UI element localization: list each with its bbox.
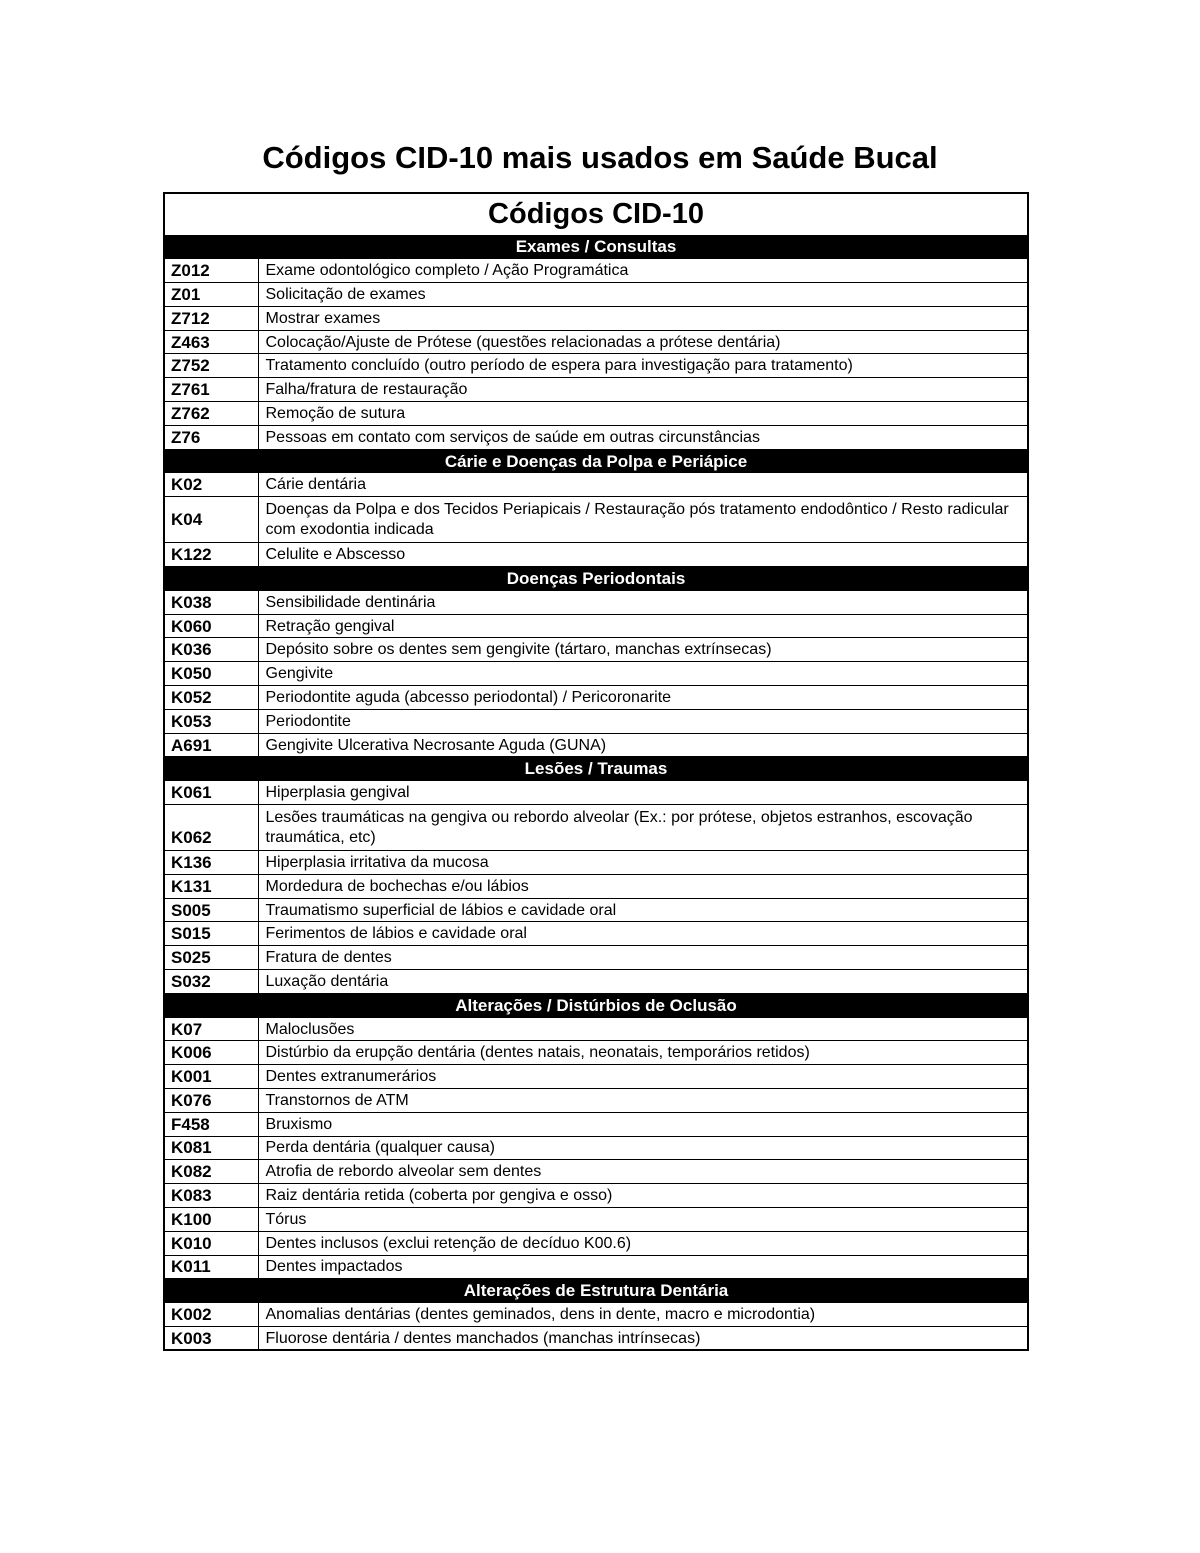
cid-description: Raiz dentária retida (coberta por gengiva e osso)	[258, 1184, 1028, 1208]
cid-description: Gengivite Ulcerativa Necrosante Aguda (GUNA)	[258, 733, 1028, 757]
table-row	[164, 1160, 1028, 1184]
table-row	[164, 1041, 1028, 1065]
cid-description: Depósito sobre os dentes sem gengivite (tártaro, manchas extrínsecas)	[258, 638, 1028, 662]
table-row	[164, 1089, 1028, 1113]
cid-description: Cárie dentária	[258, 473, 1028, 497]
table-row	[164, 590, 1028, 614]
cid-description: Doenças da Polpa e dos Tecidos Periapicais / Restauração pós tratamento endodôntico / Resto radicular com exodontia indicada	[258, 497, 1028, 543]
table-row	[164, 874, 1028, 898]
section-title: Doenças Periodontais	[164, 567, 1028, 591]
table-row	[164, 330, 1028, 354]
cid-code: K04	[164, 497, 258, 543]
section-header-row	[164, 567, 1028, 591]
table-row	[164, 1207, 1028, 1231]
cid-description: Remoção de sutura	[258, 402, 1028, 426]
cid-code: K082	[164, 1160, 258, 1184]
cid-code: Z712	[164, 306, 258, 330]
cid-code: Z761	[164, 378, 258, 402]
table-row	[164, 543, 1028, 567]
table-row	[164, 781, 1028, 805]
cid-description: Luxação dentária	[258, 970, 1028, 994]
page-title: Códigos CID-10 mais usados em Saúde Bucal	[262, 140, 938, 175]
cid-codes-table	[163, 192, 1029, 1351]
table-row	[164, 709, 1028, 733]
cid-code: S015	[164, 922, 258, 946]
cid-description: Colocação/Ajuste de Prótese (questões relacionadas a prótese dentária)	[258, 330, 1028, 354]
table-row	[164, 1326, 1028, 1350]
cid-code: K053	[164, 709, 258, 733]
table-row	[164, 805, 1028, 851]
section-header-row	[164, 993, 1028, 1017]
cid-description: Celulite e Abscesso	[258, 543, 1028, 567]
section-title: Exames / Consultas	[164, 235, 1028, 259]
cid-description: Bruxismo	[258, 1112, 1028, 1136]
table-title-row	[164, 193, 1028, 235]
section-title: Cárie e Doenças da Polpa e Periápice	[164, 449, 1028, 473]
cid-description: Anomalias dentárias (dentes geminados, dens in dente, macro e microdontia)	[258, 1303, 1028, 1327]
cid-code: K011	[164, 1255, 258, 1279]
cid-description: Pessoas em contato com serviços de saúde em outras circunstâncias	[258, 425, 1028, 449]
cid-code: K050	[164, 662, 258, 686]
cid-code: K052	[164, 686, 258, 710]
cid-code: Z76	[164, 425, 258, 449]
cid-description: Exame odontológico completo / Ação Programática	[258, 259, 1028, 283]
table-row	[164, 1136, 1028, 1160]
cid-description: Tratamento concluído (outro período de espera para investigação para tratamento)	[258, 354, 1028, 378]
table-row	[164, 306, 1028, 330]
table-row	[164, 638, 1028, 662]
table-row	[164, 425, 1028, 449]
cid-code: S005	[164, 898, 258, 922]
table-row	[164, 402, 1028, 426]
table-row	[164, 283, 1028, 307]
cid-code: K100	[164, 1207, 258, 1231]
section-header-row	[164, 757, 1028, 781]
cid-code: K010	[164, 1231, 258, 1255]
cid-description: Solicitação de exames	[258, 283, 1028, 307]
cid-description: Transtornos de ATM	[258, 1089, 1028, 1113]
table-row	[164, 1065, 1028, 1089]
cid-code: K062	[164, 805, 258, 851]
table-row	[164, 970, 1028, 994]
table-title: Códigos CID-10	[164, 193, 1028, 235]
table-row	[164, 354, 1028, 378]
section-title: Alterações de Estrutura Dentária	[164, 1279, 1028, 1303]
cid-code: S032	[164, 970, 258, 994]
cid-description: Periodontite aguda (abcesso periodontal) / Pericoronarite	[258, 686, 1028, 710]
cid-code: Z01	[164, 283, 258, 307]
table-row	[164, 259, 1028, 283]
section-header-row	[164, 449, 1028, 473]
table-row	[164, 733, 1028, 757]
section-title: Lesões / Traumas	[164, 757, 1028, 781]
cid-code: Z762	[164, 402, 258, 426]
cid-description: Hiperplasia gengival	[258, 781, 1028, 805]
cid-description: Periodontite	[258, 709, 1028, 733]
cid-code: A691	[164, 733, 258, 757]
cid-code: K003	[164, 1326, 258, 1350]
table-row	[164, 1303, 1028, 1327]
cid-code: Z012	[164, 259, 258, 283]
table-row	[164, 851, 1028, 875]
section-title: Alterações / Distúrbios de Oclusão	[164, 993, 1028, 1017]
cid-code: K006	[164, 1041, 258, 1065]
table-row	[164, 1184, 1028, 1208]
cid-description: Atrofia de rebordo alveolar sem dentes	[258, 1160, 1028, 1184]
cid-code: K002	[164, 1303, 258, 1327]
cid-description: Retração gengival	[258, 614, 1028, 638]
cid-description: Dentes impactados	[258, 1255, 1028, 1279]
cid-description: Fratura de dentes	[258, 946, 1028, 970]
table-row	[164, 1231, 1028, 1255]
table-row	[164, 473, 1028, 497]
cid-description: Sensibilidade dentinária	[258, 590, 1028, 614]
cid-description: Perda dentária (qualquer causa)	[258, 1136, 1028, 1160]
cid-code: F458	[164, 1112, 258, 1136]
table-row	[164, 662, 1028, 686]
cid-description: Lesões traumáticas na gengiva ou rebordo alveolar (Ex.: por prótese, objetos estranhos, escovação traumática, etc)	[258, 805, 1028, 851]
cid-code: K036	[164, 638, 258, 662]
table-row	[164, 1112, 1028, 1136]
table-row	[164, 946, 1028, 970]
cid-code: K081	[164, 1136, 258, 1160]
cid-code: Z752	[164, 354, 258, 378]
table-row	[164, 378, 1028, 402]
cid-description: Tórus	[258, 1207, 1028, 1231]
cid-description: Maloclusões	[258, 1017, 1028, 1041]
cid-code: K02	[164, 473, 258, 497]
table-row	[164, 1255, 1028, 1279]
cid-description: Falha/fratura de restauração	[258, 378, 1028, 402]
table-row	[164, 614, 1028, 638]
section-header-row	[164, 235, 1028, 259]
section-header-row	[164, 1279, 1028, 1303]
cid-description: Distúrbio da erupção dentária (dentes natais, neonatais, temporários retidos)	[258, 1041, 1028, 1065]
cid-code: K083	[164, 1184, 258, 1208]
cid-description: Ferimentos de lábios e cavidade oral	[258, 922, 1028, 946]
table-row	[164, 686, 1028, 710]
cid-code: Z463	[164, 330, 258, 354]
cid-description: Hiperplasia irritativa da mucosa	[258, 851, 1028, 875]
table-row	[164, 898, 1028, 922]
cid-description: Dentes extranumerários	[258, 1065, 1028, 1089]
cid-description: Mordedura de bochechas e/ou lábios	[258, 874, 1028, 898]
table-row	[164, 1017, 1028, 1041]
cid-code: K001	[164, 1065, 258, 1089]
cid-code: K122	[164, 543, 258, 567]
cid-description: Mostrar exames	[258, 306, 1028, 330]
table-row	[164, 497, 1028, 543]
cid-code: K076	[164, 1089, 258, 1113]
cid-code: K136	[164, 851, 258, 875]
cid-description: Gengivite	[258, 662, 1028, 686]
cid-description: Traumatismo superficial de lábios e cavidade oral	[258, 898, 1028, 922]
cid-code: K060	[164, 614, 258, 638]
table-row	[164, 922, 1028, 946]
cid-code: K038	[164, 590, 258, 614]
cid-code: K061	[164, 781, 258, 805]
cid-description: Dentes inclusos (exclui retenção de decíduo K00.6)	[258, 1231, 1028, 1255]
cid-code: S025	[164, 946, 258, 970]
cid-code: K07	[164, 1017, 258, 1041]
cid-description: Fluorose dentária / dentes manchados (manchas intrínsecas)	[258, 1326, 1028, 1350]
cid-code: K131	[164, 874, 258, 898]
